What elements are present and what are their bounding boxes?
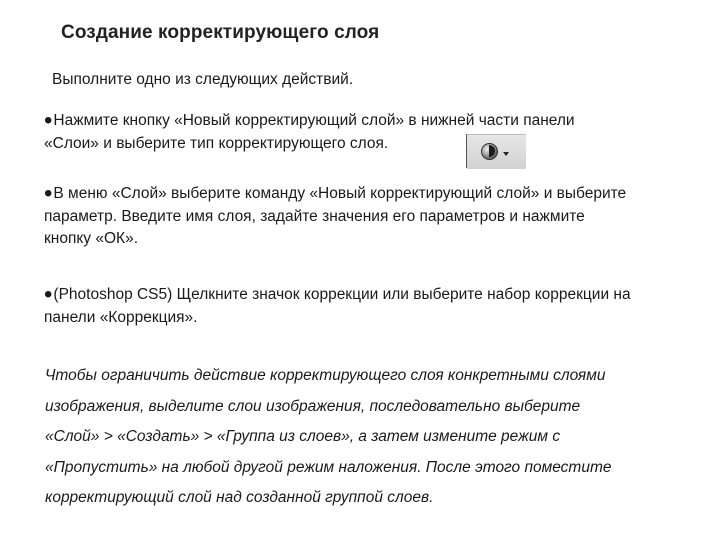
bullet-line bbox=[44, 107, 575, 134]
bullet-text: В меню «Слой» выберите команду «Новый корректирующий слой» и выберите bbox=[53, 185, 627, 202]
note-line: корректирующий слой над созданной группой слоев. bbox=[45, 489, 434, 506]
note-line: «Слой» > «Создать» > «Группа из слоев», а затем измените режим с bbox=[45, 428, 561, 445]
new-adjustment-layer-icon bbox=[466, 134, 526, 168]
bullet-dot: • bbox=[44, 180, 53, 207]
note-line: «Пропустить» на любой другой режим наложения. После этого поместите bbox=[45, 458, 612, 476]
note-line: Чтобы ограничить действие корректирующего слоя конкретными слоями bbox=[45, 367, 606, 384]
bullet-text: (Photoshop CS5) Щелкните значок коррекции или выберите набор коррекции на bbox=[53, 286, 631, 303]
note-line: изображения, выделите слои изображения, последовательно выберите bbox=[45, 397, 581, 415]
bullet-line: «Слои» и выберите тип корректирующего слоя. bbox=[44, 134, 389, 152]
bullet-dot: • bbox=[44, 107, 53, 134]
bullet-item-2 bbox=[44, 180, 627, 251]
note-paragraph bbox=[45, 361, 612, 514]
bullet-line bbox=[44, 180, 627, 207]
bullet-line: параметр. Введите имя слоя, задайте значения его параметров и нажмите bbox=[44, 207, 585, 225]
bullet-item-3 bbox=[44, 281, 631, 329]
bullet-line: кнопку «ОК». bbox=[44, 230, 138, 247]
half-circle-icon bbox=[481, 143, 498, 160]
bullet-line: панели «Коррекция». bbox=[44, 308, 198, 326]
intro-text: Выполните одно из следующих действий. bbox=[52, 71, 354, 88]
dropdown-arrow-icon bbox=[503, 152, 509, 156]
bullet-line bbox=[44, 281, 631, 308]
bullet-dot: • bbox=[44, 281, 53, 308]
bullet-text: Нажмите кнопку «Новый корректирующий слой» в нижней части панели bbox=[53, 112, 575, 129]
page-title: Создание корректирующего слоя bbox=[61, 22, 380, 43]
